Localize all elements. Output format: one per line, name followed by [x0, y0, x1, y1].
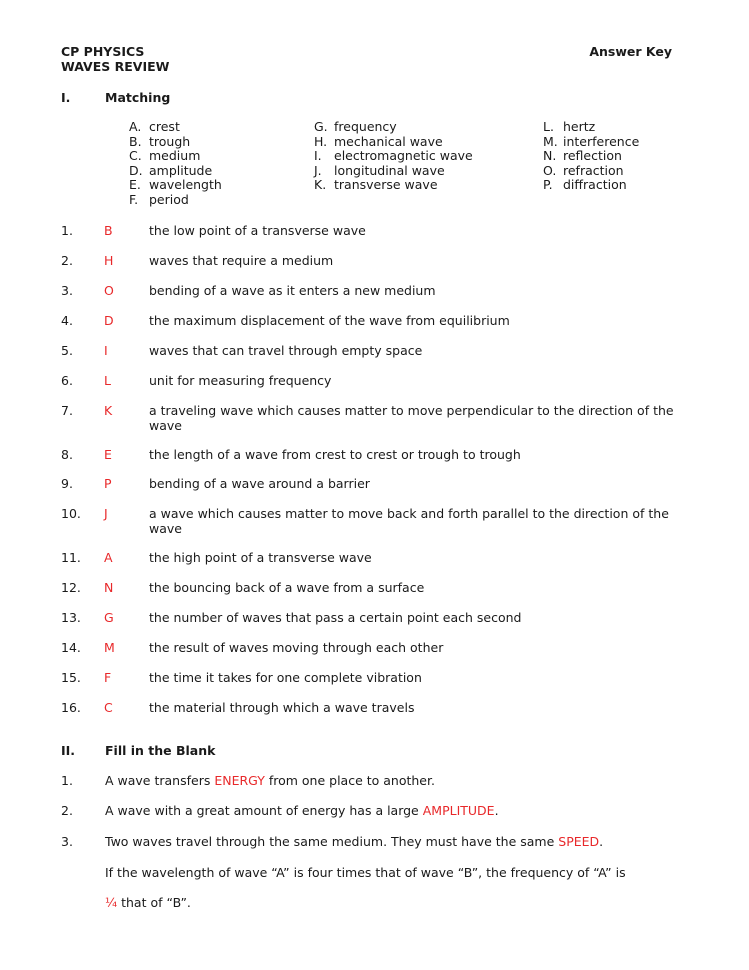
- item-number: 10.: [61, 506, 81, 521]
- option-text: period: [149, 191, 189, 207]
- definition-text: a wave which causes matter to move back and forth parallel to the direction of the wave: [149, 506, 669, 536]
- answer-letter: K: [104, 403, 113, 418]
- definition-text: a traveling wave which causes matter to move perpendicular to the direction of the wave: [149, 403, 674, 433]
- option-item: [129, 119, 222, 134]
- answer-letter: M: [104, 640, 115, 655]
- definition-text: bending of a wave as it enters a new medium: [149, 283, 436, 298]
- item-number: 15.: [61, 670, 81, 685]
- question-text: that of “B”.: [117, 895, 191, 910]
- item-number: 2.: [61, 803, 73, 818]
- option-item: [314, 134, 473, 149]
- option-list-col1: [129, 119, 222, 207]
- item-number: 14.: [61, 640, 81, 655]
- item-number: 5.: [61, 343, 73, 358]
- answer-letter: N: [104, 580, 114, 595]
- definition-text: the high point of a transverse wave: [149, 550, 372, 565]
- option-letter: F.: [129, 191, 139, 207]
- answer-letter: D: [104, 313, 114, 328]
- option-text: longitudinal wave: [334, 162, 445, 178]
- question-text: from one place to another.: [264, 773, 435, 788]
- option-letter: P.: [543, 177, 553, 193]
- answer-text: SPEED: [558, 834, 600, 849]
- option-item: [129, 192, 222, 207]
- question-text: .: [494, 803, 499, 818]
- answer-letter: E: [104, 447, 112, 462]
- definition-text: the bouncing back of a wave from a surface: [149, 580, 425, 595]
- item-number: 1.: [61, 223, 73, 238]
- option-text: wavelength: [149, 177, 222, 193]
- option-item: [543, 134, 639, 149]
- item-number: 1.: [61, 773, 73, 788]
- option-letter: K.: [314, 177, 327, 193]
- option-text: interference: [563, 133, 640, 149]
- item-number: 12.: [61, 580, 81, 595]
- answer-letter: C: [104, 700, 113, 715]
- answer-letter: F: [104, 670, 112, 685]
- answer-key-label: Answer Key: [589, 44, 672, 59]
- option-item: [129, 163, 222, 178]
- option-item: [129, 134, 222, 149]
- option-letter: I.: [314, 148, 322, 164]
- item-number: 4.: [61, 313, 73, 328]
- definition-text: the low point of a transverse wave: [149, 223, 366, 238]
- item-number: 3.: [61, 834, 73, 849]
- answer-letter: G: [104, 610, 114, 625]
- option-item: [314, 177, 473, 192]
- section-title: Matching: [105, 90, 171, 105]
- option-letter: A.: [129, 119, 142, 134]
- question-text: If the wavelength of wave “A” is four times that of wave “B”, the frequency of “A” is: [105, 865, 626, 880]
- section-title: Fill in the Blank: [105, 743, 216, 758]
- option-letter: M.: [543, 133, 558, 149]
- item-number: 16.: [61, 700, 81, 715]
- option-item: [543, 148, 639, 163]
- option-text: trough: [149, 133, 191, 149]
- answer-letter: L: [104, 373, 111, 388]
- worksheet-title: WAVES REVIEW: [61, 59, 170, 74]
- document-header: [61, 44, 169, 74]
- question-text: .: [599, 834, 604, 849]
- option-letter: H.: [314, 133, 328, 149]
- option-text: hertz: [563, 119, 596, 134]
- item-number: 6.: [61, 373, 73, 388]
- option-text: medium: [149, 148, 201, 164]
- definition-text: bending of a wave around a barrier: [149, 476, 370, 491]
- option-text: crest: [149, 119, 180, 134]
- definition-text: the maximum displacement of the wave from equilibrium: [149, 313, 510, 328]
- option-item: [543, 177, 639, 192]
- item-number: 11.: [61, 550, 81, 565]
- answer-letter: B: [104, 223, 113, 238]
- definition-text: the result of waves moving through each other: [149, 640, 444, 655]
- option-letter: L.: [543, 119, 554, 134]
- option-letter: G.: [314, 119, 328, 134]
- option-text: mechanical wave: [334, 133, 443, 149]
- course-title: CP PHYSICS: [61, 44, 145, 59]
- answer-text: ¼: [105, 895, 118, 910]
- item-number: 9.: [61, 476, 73, 491]
- item-number: 8.: [61, 447, 73, 462]
- option-item: [129, 148, 222, 163]
- definition-text: the material through which a wave travels: [149, 700, 415, 715]
- option-text: reflection: [563, 148, 622, 164]
- answer-letter: O: [104, 283, 114, 298]
- option-text: frequency: [334, 119, 397, 134]
- answer-letter: A: [104, 550, 113, 565]
- option-letter: B.: [129, 133, 142, 149]
- question-text: A wave transfers: [105, 773, 215, 788]
- option-item: [314, 148, 473, 163]
- section-number: I.: [61, 90, 71, 105]
- section-number: II.: [61, 743, 76, 758]
- answer-text: ENERGY: [214, 773, 265, 788]
- item-number: 3.: [61, 283, 73, 298]
- option-letter: N.: [543, 148, 557, 164]
- option-item: [314, 119, 473, 134]
- option-text: amplitude: [149, 162, 213, 178]
- definition-text: waves that require a medium: [149, 253, 334, 268]
- option-text: transverse wave: [334, 177, 438, 193]
- option-item: [543, 119, 639, 134]
- option-letter: J.: [314, 162, 322, 178]
- item-number: 7.: [61, 403, 73, 418]
- option-letter: O.: [543, 162, 557, 178]
- option-letter: E.: [129, 177, 141, 193]
- option-text: refraction: [563, 162, 624, 178]
- option-letter: D.: [129, 162, 143, 178]
- option-letter: C.: [129, 148, 142, 164]
- option-list-col3: [543, 119, 639, 192]
- option-item: [129, 177, 222, 192]
- answer-text: AMPLITUDE: [422, 803, 495, 818]
- answer-letter: I: [104, 343, 108, 358]
- definition-text: unit for measuring frequency: [149, 373, 332, 388]
- question-text: Two waves travel through the same medium. They must have the same: [105, 834, 559, 849]
- answer-letter: J: [104, 506, 108, 521]
- definition-text: the time it takes for one complete vibration: [149, 670, 422, 685]
- option-item: [314, 163, 473, 178]
- item-number: 13.: [61, 610, 81, 625]
- answer-letter: H: [104, 253, 114, 268]
- option-text: diffraction: [563, 177, 627, 193]
- definition-text: the length of a wave from crest to crest or trough to trough: [149, 447, 521, 462]
- option-list-col2: [314, 119, 473, 192]
- item-number: 2.: [61, 253, 73, 268]
- question-text: A wave with a great amount of energy has a large: [105, 803, 423, 818]
- answer-letter: P: [104, 476, 112, 491]
- definition-text: the number of waves that pass a certain point each second: [149, 610, 522, 625]
- option-text: electromagnetic wave: [334, 148, 473, 164]
- option-item: [543, 163, 639, 178]
- definition-text: waves that can travel through empty space: [149, 343, 423, 358]
